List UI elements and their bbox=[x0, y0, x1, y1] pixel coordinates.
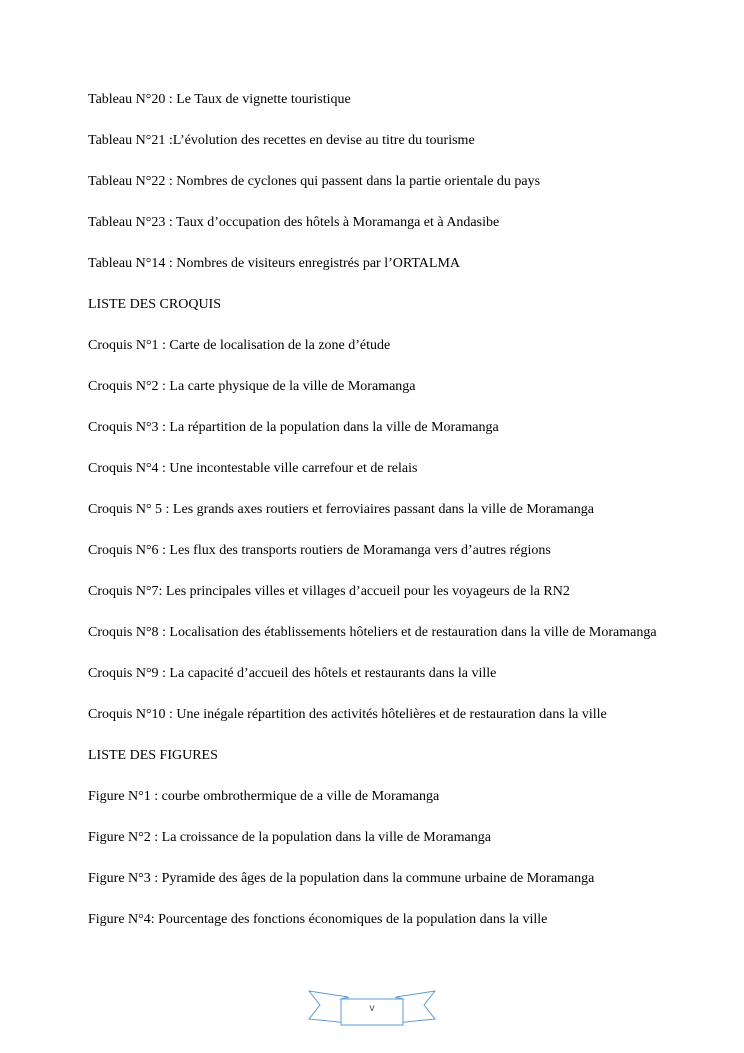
list-entry-tableau-23: Tableau N°23 : Taux d’occupation des hôtels à Moramanga et à Andasibe bbox=[88, 215, 500, 230]
list-entry-figure-2: Figure N°2 : La croissance de la population dans la ville de Moramanga bbox=[88, 830, 491, 845]
list-entry-figure-3: Figure N°3 : Pyramide des âges de la population dans la commune urbaine de Moramanga bbox=[88, 871, 595, 886]
list-entry-figure-1: Figure N°1 : courbe ombrothermique de a ville de Moramanga bbox=[88, 789, 440, 804]
list-entry-croquis-5: Croquis N° 5 : Les grands axes routiers et ferroviaires passant dans la ville de Moramanga bbox=[88, 502, 594, 517]
page-footer bbox=[308, 989, 436, 1029]
list-entry-croquis-6: Croquis N°6 : Les flux des transports routiers de Moramanga vers d’autres régions bbox=[88, 543, 551, 558]
list-entry-croquis-10: Croquis N°10 : Une inégale répartition des activités hôtelières et de restauration dans la ville bbox=[88, 707, 607, 722]
section-heading-figures: LISTE DES FIGURES bbox=[88, 748, 218, 763]
list-entry-croquis-8: Croquis N°8 : Localisation des établissements hôteliers et de restauration dans la ville de Moramanga bbox=[88, 625, 657, 640]
list-entry-tableau-14: Tableau N°14 : Nombres de visiteurs enregistrés par l’ORTALMA bbox=[88, 256, 461, 271]
list-of-tables-croquis-figures bbox=[88, 87, 678, 948]
list-entry-croquis-1: Croquis N°1 : Carte de localisation de la zone d’étude bbox=[88, 338, 391, 353]
list-entry-croquis-4: Croquis N°4 : Une incontestable ville carrefour et de relais bbox=[88, 461, 418, 476]
list-entry-tableau-21: Tableau N°21 :L’évolution des recettes en devise au titre du tourisme bbox=[88, 133, 475, 148]
list-entry-croquis-2: Croquis N°2 : La carte physique de la ville de Moramanga bbox=[88, 379, 416, 394]
list-entry-figure-4: Figure N°4: Pourcentage des fonctions économiques de la population dans la ville bbox=[88, 912, 548, 927]
list-entry-croquis-9: Croquis N°9 : La capacité d’accueil des hôtels et restaurants dans la ville bbox=[88, 666, 497, 681]
section-heading-croquis: LISTE DES CROQUIS bbox=[88, 297, 222, 312]
page-number: v bbox=[369, 1003, 375, 1014]
list-entry-tableau-20: Tableau N°20 : Le Taux de vignette touristique bbox=[88, 92, 351, 107]
list-entry-tableau-22: Tableau N°22 : Nombres de cyclones qui passent dans la partie orientale du pays bbox=[88, 174, 541, 189]
list-entry-croquis-7: Croquis N°7: Les principales villes et villages d’accueil pour les voyageurs de la RN2 bbox=[88, 584, 570, 599]
list-entry-croquis-3: Croquis N°3 : La répartition de la population dans la ville de Moramanga bbox=[88, 420, 499, 435]
